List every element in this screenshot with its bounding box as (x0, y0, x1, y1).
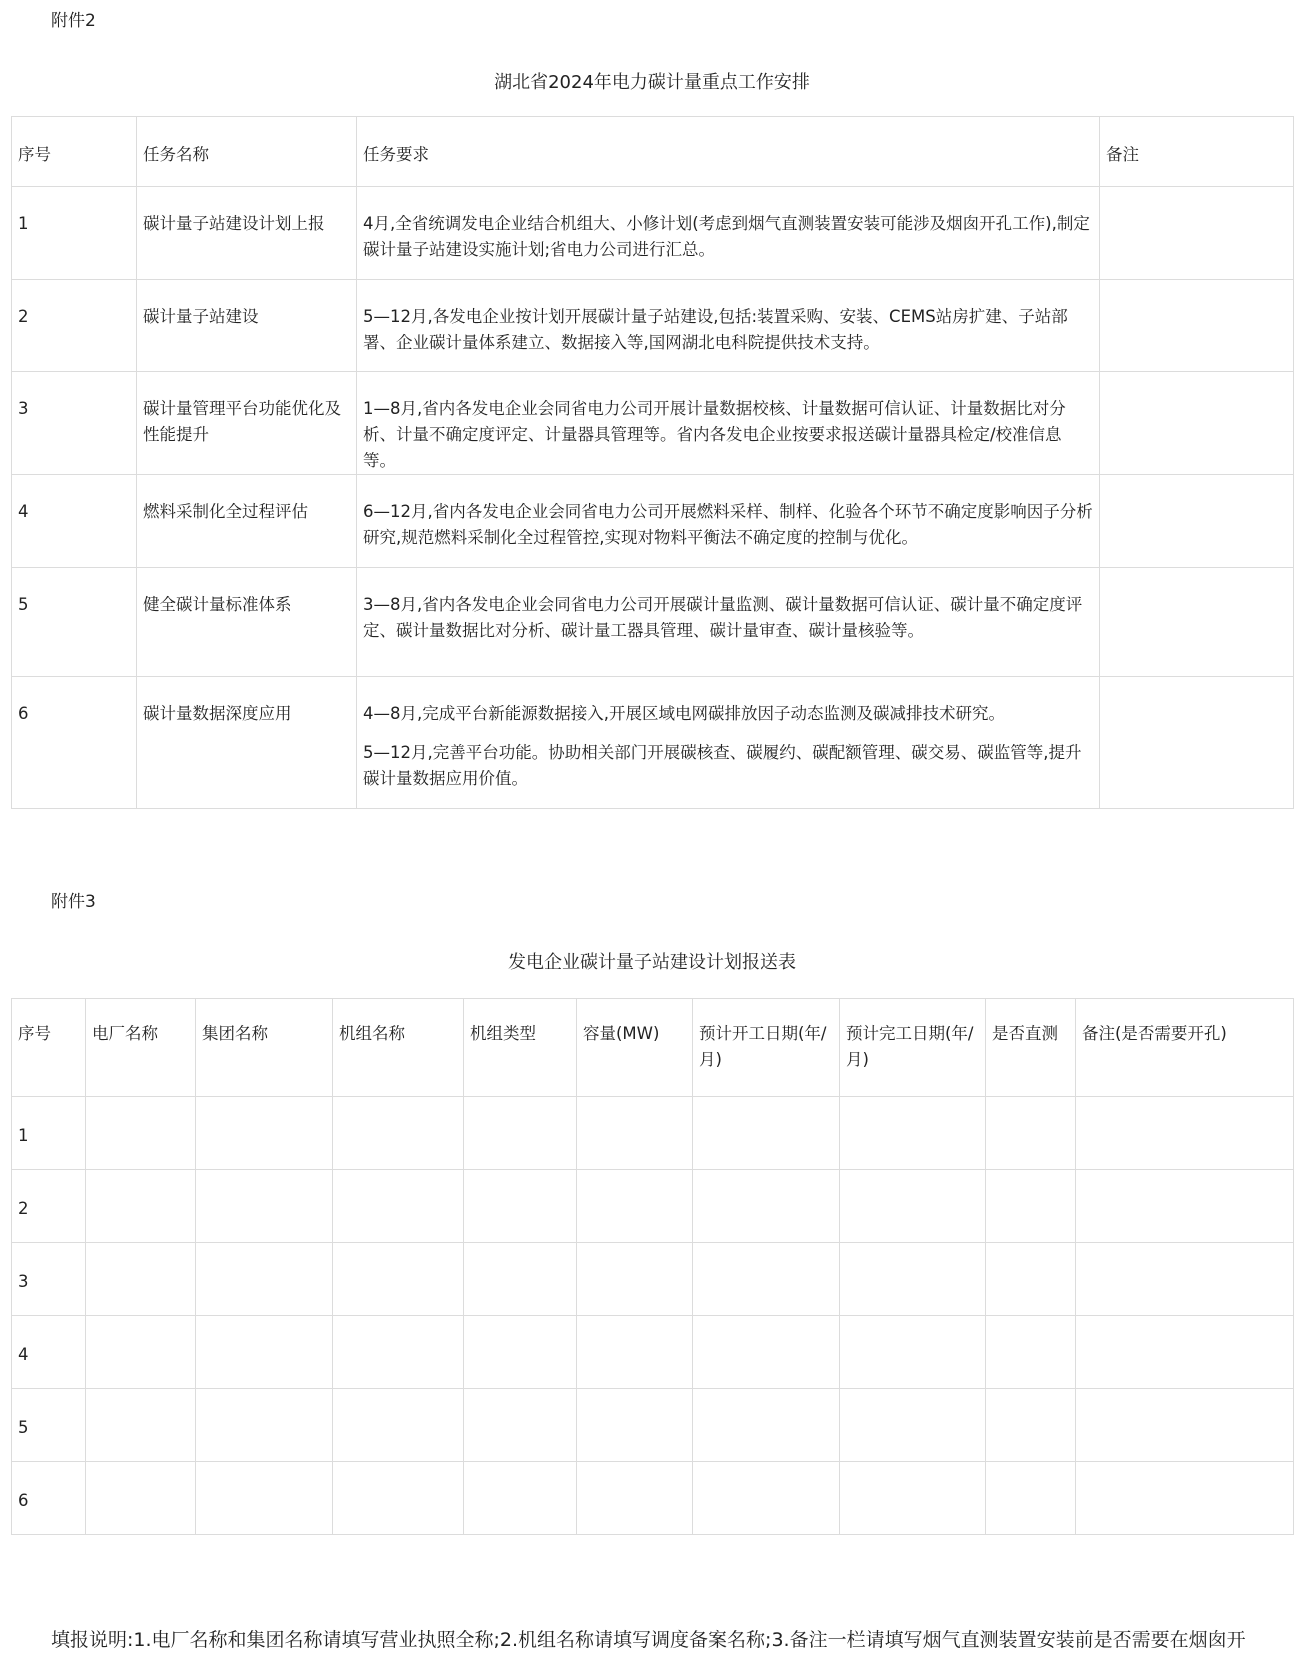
empty-cell[interactable] (333, 1243, 464, 1316)
cell-no: 4 (12, 475, 137, 568)
empty-cell[interactable] (1076, 1170, 1294, 1243)
cell-no: 2 (12, 1170, 86, 1243)
empty-cell[interactable] (577, 1316, 693, 1389)
empty-cell[interactable] (693, 1389, 840, 1462)
empty-cell[interactable] (196, 1170, 333, 1243)
cell-task-req: 1—8月,省内各发电企业会同省电力公司开展计量数据校核、计量数据可信认证、计量数据比对分析、计量不确定度评定、计量器具管理等。省内各发电企业按要求报送碳计量器具检定/校准信息等。 (357, 372, 1100, 475)
empty-cell[interactable] (577, 1389, 693, 1462)
footnote: 填报说明:1.电厂名称和集团名称请填写营业执照全称;2.机组名称请填写调度备案名称;3.备注一栏请填写烟气直测装置安装前是否需要在烟囱开 (51, 1629, 1246, 1651)
header-cell: 预计完工日期(年/月) (840, 999, 986, 1097)
header-cell: 序号 (12, 999, 86, 1097)
empty-cell[interactable] (196, 1316, 333, 1389)
empty-cell[interactable] (1076, 1462, 1294, 1535)
cell-note (1100, 568, 1294, 677)
empty-cell[interactable] (840, 1316, 986, 1389)
empty-cell[interactable] (840, 1097, 986, 1170)
empty-cell[interactable] (986, 1389, 1076, 1462)
table-row (12, 1097, 1294, 1170)
empty-cell[interactable] (1076, 1389, 1294, 1462)
cell-no: 3 (12, 1243, 86, 1316)
cell-no: 5 (12, 568, 137, 677)
empty-cell[interactable] (693, 1170, 840, 1243)
table-header-row (12, 999, 1294, 1097)
empty-cell[interactable] (333, 1462, 464, 1535)
empty-cell[interactable] (333, 1097, 464, 1170)
header-cell: 任务名称 (137, 117, 357, 187)
empty-cell[interactable] (577, 1243, 693, 1316)
work-plan-table (11, 116, 1294, 809)
table-row (12, 1243, 1294, 1316)
cell-no: 1 (12, 187, 137, 280)
cell-task-req: 4月,全省统调发电企业结合机组大、小修计划(考虑到烟气直测装置安装可能涉及烟囱开孔工作),制定碳计量子站建设实施计划;省电力公司进行汇总。 (357, 187, 1100, 280)
cell-note (1100, 280, 1294, 372)
empty-cell[interactable] (840, 1170, 986, 1243)
empty-cell[interactable] (693, 1316, 840, 1389)
header-cell: 集团名称 (196, 999, 333, 1097)
cell-no: 4 (12, 1316, 86, 1389)
cell-no: 3 (12, 372, 137, 475)
empty-cell[interactable] (86, 1389, 196, 1462)
cell-task-name: 健全碳计量标准体系 (137, 568, 357, 677)
empty-cell[interactable] (693, 1097, 840, 1170)
empty-cell[interactable] (1076, 1243, 1294, 1316)
header-cell: 备注 (1100, 117, 1294, 187)
empty-cell[interactable] (577, 1097, 693, 1170)
attachment3-title: 发电企业碳计量子站建设计划报送表 (508, 952, 796, 973)
header-cell: 预计开工日期(年/月) (693, 999, 840, 1097)
attachment2-label: 附件2 (51, 11, 96, 31)
empty-cell[interactable] (196, 1097, 333, 1170)
header-cell: 电厂名称 (86, 999, 196, 1097)
empty-cell[interactable] (464, 1316, 577, 1389)
table-row (12, 1170, 1294, 1243)
table-row (12, 1389, 1294, 1462)
empty-cell[interactable] (577, 1462, 693, 1535)
cell-task-req: 4—8月,完成平台新能源数据接入,开展区域电网碳排放因子动态监测及碳减排技术研究。 5—12月,完善平台功能。协助相关部门开展碳核查、碳履约、碳配额管理、碳交易、碳监管等,提升碳计量数据应用价值。 (357, 677, 1100, 809)
cell-no: 2 (12, 280, 137, 372)
header-cell: 备注(是否需要开孔) (1076, 999, 1294, 1097)
attachment3-label: 附件3 (51, 892, 96, 912)
cell-task-req: 6—12月,省内各发电企业会同省电力公司开展燃料采样、制样、化验各个环节不确定度影响因子分析研究,规范燃料采制化全过程管控,实现对物料平衡法不确定度的控制与优化。 (357, 475, 1100, 568)
table-row (12, 1462, 1294, 1535)
empty-cell[interactable] (333, 1170, 464, 1243)
cell-task-name: 碳计量管理平台功能优化及性能提升 (137, 372, 357, 475)
empty-cell[interactable] (86, 1170, 196, 1243)
header-cell: 机组类型 (464, 999, 577, 1097)
empty-cell[interactable] (333, 1316, 464, 1389)
empty-cell[interactable] (196, 1462, 333, 1535)
substation-plan-table (11, 998, 1294, 1535)
empty-cell[interactable] (840, 1462, 986, 1535)
empty-cell[interactable] (464, 1097, 577, 1170)
cell-no: 1 (12, 1097, 86, 1170)
empty-cell[interactable] (693, 1462, 840, 1535)
header-cell: 机组名称 (333, 999, 464, 1097)
header-cell: 容量(MW) (577, 999, 693, 1097)
header-cell: 是否直测 (986, 999, 1076, 1097)
header-cell: 序号 (12, 117, 137, 187)
table-row (12, 187, 1294, 280)
cell-no: 6 (12, 1462, 86, 1535)
cell-note (1100, 187, 1294, 280)
empty-cell[interactable] (693, 1243, 840, 1316)
empty-cell[interactable] (86, 1462, 196, 1535)
cell-note (1100, 372, 1294, 475)
empty-cell[interactable] (986, 1316, 1076, 1389)
empty-cell[interactable] (333, 1389, 464, 1462)
empty-cell[interactable] (196, 1243, 333, 1316)
empty-cell[interactable] (577, 1170, 693, 1243)
cell-task-name: 碳计量子站建设计划上报 (137, 187, 357, 280)
cell-task-name: 燃料采制化全过程评估 (137, 475, 357, 568)
empty-cell[interactable] (86, 1316, 196, 1389)
cell-task-name: 碳计量子站建设 (137, 280, 357, 372)
empty-cell[interactable] (986, 1243, 1076, 1316)
cell-no: 6 (12, 677, 137, 809)
table-header-row (12, 117, 1294, 187)
table-row (12, 280, 1294, 372)
empty-cell[interactable] (986, 1462, 1076, 1535)
empty-cell[interactable] (86, 1243, 196, 1316)
empty-cell[interactable] (986, 1097, 1076, 1170)
cell-no: 5 (12, 1389, 86, 1462)
attachment2-title: 湖北省2024年电力碳计量重点工作安排 (494, 72, 810, 93)
cell-task-req: 3—8月,省内各发电企业会同省电力公司开展碳计量监测、碳计量数据可信认证、碳计量不确定度评定、碳计量数据比对分析、碳计量工器具管理、碳计量审查、碳计量核验等。 (357, 568, 1100, 677)
cell-note (1100, 677, 1294, 809)
empty-cell[interactable] (464, 1170, 577, 1243)
empty-cell[interactable] (86, 1097, 196, 1170)
table-row (12, 372, 1294, 475)
table-row (12, 677, 1294, 809)
cell-note (1100, 475, 1294, 568)
cell-task-req: 5—12月,各发电企业按计划开展碳计量子站建设,包括:装置采购、安装、CEMS站房扩建、子站部署、企业碳计量体系建立、数据接入等,国网湖北电科院提供技术支持。 (357, 280, 1100, 372)
empty-cell[interactable] (464, 1389, 577, 1462)
table-row (12, 568, 1294, 677)
table-row (12, 475, 1294, 568)
header-cell: 任务要求 (357, 117, 1100, 187)
empty-cell[interactable] (1076, 1316, 1294, 1389)
empty-cell[interactable] (464, 1243, 577, 1316)
empty-cell[interactable] (986, 1170, 1076, 1243)
empty-cell[interactable] (464, 1462, 577, 1535)
empty-cell[interactable] (196, 1389, 333, 1462)
empty-cell[interactable] (1076, 1097, 1294, 1170)
empty-cell[interactable] (840, 1243, 986, 1316)
cell-task-name: 碳计量数据深度应用 (137, 677, 357, 809)
empty-cell[interactable] (840, 1389, 986, 1462)
table-row (12, 1316, 1294, 1389)
